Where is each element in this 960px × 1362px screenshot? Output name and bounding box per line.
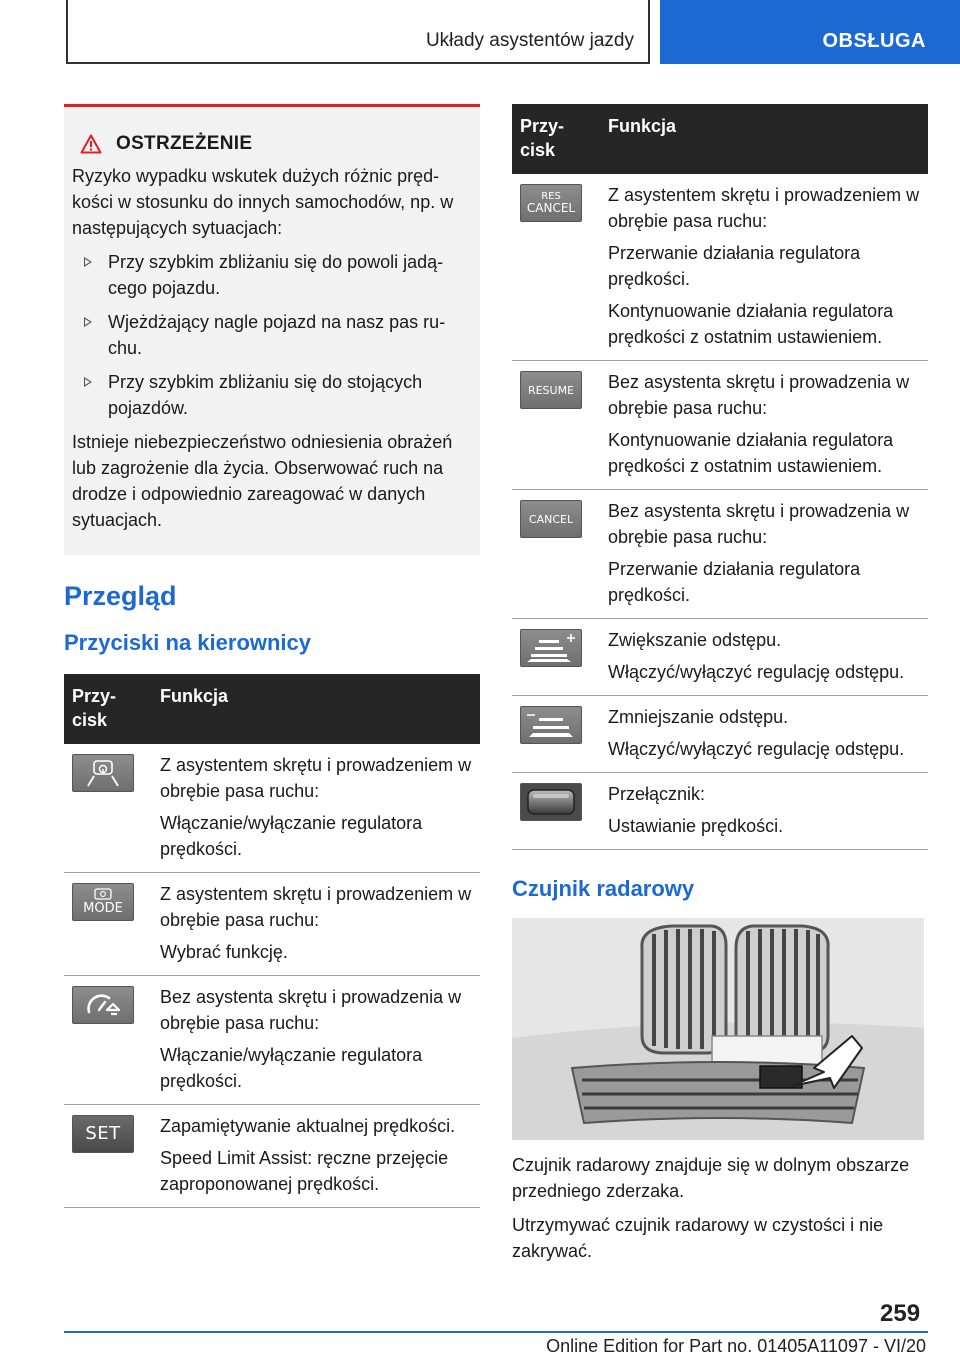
column-header-button: Przycisk [64,674,152,744]
row-condition: Bez asystenta skrętu i prowadzenia w obrębie pasa ruchu: [608,501,910,547]
column-header-button: Przycisk [512,104,600,174]
row-function: Speed Limit Assist: ręczne przejęcie zaproponowanej prędkości. [160,1148,449,1194]
res-label: RES [541,191,561,202]
warning-list-item: Przy szybkim zbliżaniu się do powoli jadącego pojazdu. [72,249,472,301]
radar-caption-care: Utrzymywać czujnik radarowy w czystości i nie zakrywać. [512,1215,884,1261]
row-function: Włączyć/wyłączyć regulację odstępu. [608,739,905,759]
overview-heading: Przegląd [64,581,177,611]
table-row [512,696,928,773]
page-number: 259 [880,1300,921,1327]
column-header-function: Funkcja [152,674,480,744]
resume-button-label: RESUME [527,383,575,397]
table-row [512,773,928,850]
set-button-icon [72,1115,134,1153]
table-row [512,361,928,490]
bullet-arrow-icon [84,317,92,327]
row-function: Kontynuowanie działania regulatora prędkości z ostatnim ustawieniem. [608,301,894,347]
warning-list-item: Przy szybkim zbliżaniu się do stojących pojazdów. [72,369,472,421]
table-row [64,873,480,976]
row-function: Włączanie/wyłączanie regulatora prędkości. [160,1045,423,1091]
steering-buttons-table-right [512,104,928,850]
table-row [64,976,480,1105]
row-function: Ustawianie prędkości. [608,816,784,836]
row-function: Włączanie/wyłączanie regulatora prędkości. [160,813,423,859]
row-function: Wybrać funkcję. [160,942,288,962]
table-row [512,490,928,619]
warning-heading [80,133,472,155]
steering-assist-icon [72,754,134,792]
cruise-control-icon [72,986,134,1024]
warning-triangle-icon [80,134,102,154]
row-function: Kontynuowanie działania regulatora prędkości z ostatnim ustawieniem. [608,430,894,476]
radar-sensor-photo [512,918,924,1140]
table-row [64,1105,480,1208]
row-function: Zmniejszanie odstępu. [608,707,789,727]
steering-buttons-table-left [64,674,480,1208]
edition-info: Online Edition for Part no. 01405A11097 - VI/20 [546,1336,926,1356]
footer-divider [64,1331,928,1333]
left-column [64,104,480,1208]
warning-list [72,249,472,421]
steering-buttons-heading: Przyciski na kierownicy [64,630,312,655]
header-section-box [66,0,650,64]
row-condition: Bez asystenta skrętu i prowadzenia w obrębie pasa ruchu: [608,372,910,418]
rocker-switch-icon [520,783,582,821]
bullet-arrow-icon [84,257,92,267]
section-title: Układy asystentów jazdy [425,30,634,51]
table-header-row [64,674,480,744]
radar-sensor-heading: Czujnik radarowy [512,876,695,901]
column-header-function: Funkcja [600,104,928,174]
warning-title: OSTRZEŻENIE [116,133,253,154]
bullet-arrow-icon [84,377,92,387]
row-condition: Z asystentem skrętu i prowadzeniem w obrębie pasa ruchu: [608,185,920,231]
warning-outro: Istnieje niebezpieczeństwo odniesienia obrażeń lub zagrożenie dla życia. Obserwować ruch na drodze i odpowiednio zareagować w danych sytuacjach. [72,432,453,530]
page-header [0,0,960,64]
header-chapter-tab[interactable] [660,0,960,64]
table-row [512,619,928,696]
row-condition: Z asystentem skrętu i prowadzeniem w obrębie pasa ruchu: [160,884,472,930]
distance-decrease-icon [520,706,582,744]
warning-box [64,104,480,555]
set-button-label: SET [85,1123,121,1144]
row-function: Zwiększanie odstępu. [608,630,782,650]
row-function: Przerwanie działania regulatora prędkości. [608,559,861,605]
radar-caption-location: Czujnik radarowy znajduje się w dolnym obszarze przedniego zderzaka. [512,1155,910,1201]
row-condition: Bez asystenta skrętu i prowadzenia w obrębie pasa ruchu: [160,987,462,1033]
distance-increase-icon [520,629,582,667]
row-function: Przełącznik: [608,784,706,804]
row-function: Włączyć/wyłączyć regulację odstępu. [608,662,905,682]
res-cancel-button-icon [520,184,582,222]
row-function: Zapamiętywanie aktualnej prędkości. [160,1116,456,1136]
mode-button-icon [72,883,134,921]
cancel-label: CANCEL [526,201,576,215]
table-row [512,174,928,361]
chapter-title: OBSŁUGA [822,30,926,52]
resume-button-icon [520,371,582,409]
warning-list-item: Wjeżdżający nagle pojazd na nasz pas ruchu. [72,309,472,361]
table-header-row [512,104,928,174]
mode-button-label: MODE [83,901,123,916]
warning-intro: Ryzyko wypadku wskutek dużych różnic prędkości w stosunku do innych samochodów, np. w następujących sytuacjach: [72,166,454,238]
cancel-button-label: CANCEL [528,512,574,526]
front-bumper-illustration [512,918,924,1140]
row-function: Przerwanie działania regulatora prędkości. [608,243,861,289]
right-column [512,104,928,1264]
table-row [64,744,480,873]
cancel-button-icon [520,500,582,538]
row-condition: Z asystentem skrętu i prowadzeniem w obrębie pasa ruchu: [160,755,472,801]
